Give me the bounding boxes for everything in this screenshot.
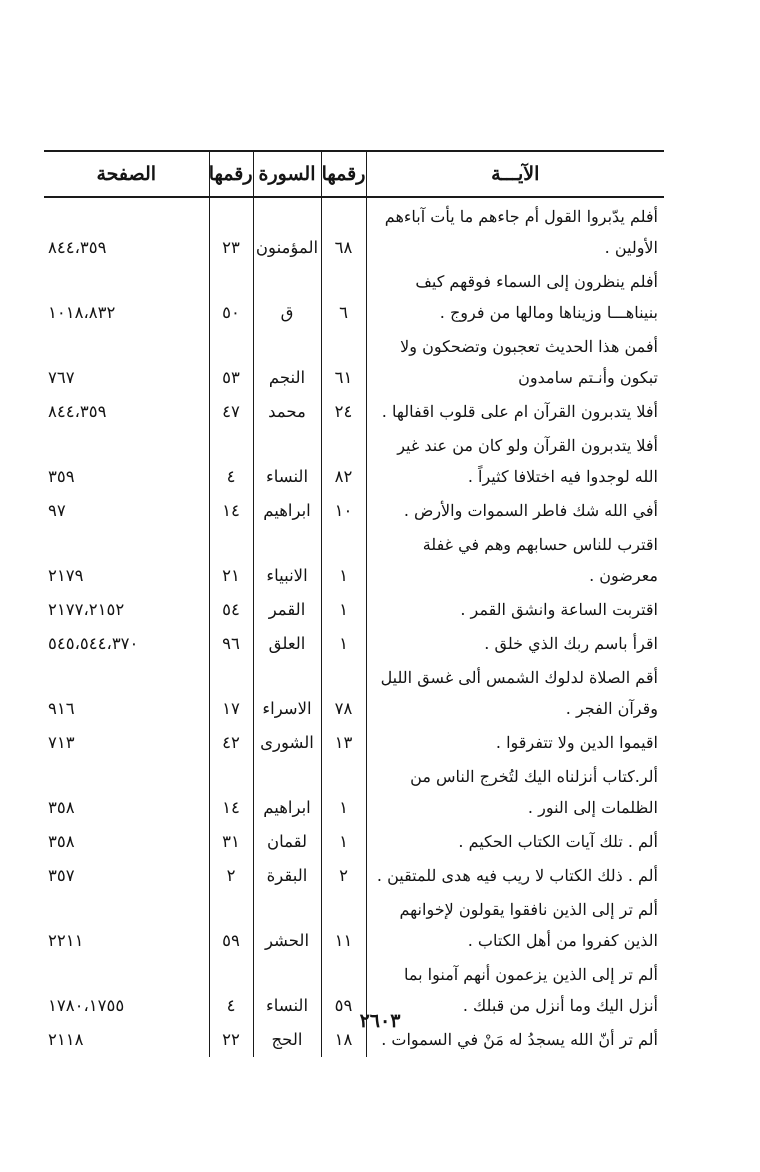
verse-text: أقم الصلاة لدلوك الشمس ألى غسق الليل وقرآن الفجر . <box>366 659 664 724</box>
header-surah: السورة <box>253 151 321 197</box>
verse-number: ١ <box>321 625 366 659</box>
table-body <box>44 197 664 1057</box>
verse-index-table <box>44 150 664 1057</box>
surah-name: الشورى <box>253 724 321 758</box>
surah-number: ٢٣ <box>209 197 253 263</box>
surah-name: ابراهيم <box>253 758 321 823</box>
verse-number: ١٣ <box>321 724 366 758</box>
verse-text: ألم تر إلى الذين يزعمون أنهم آمنوا بما أنزل اليك وما أنزل من قبلك . <box>366 956 664 1021</box>
table-row <box>44 625 664 659</box>
header-verse: الآيـــة <box>366 151 664 197</box>
page-references: ٣٥٨ <box>48 798 75 817</box>
surah-number: ٤ <box>209 427 253 492</box>
page-references: ٩١٦ <box>48 699 75 718</box>
surah-number: ٢١ <box>209 526 253 591</box>
table-row <box>44 659 664 724</box>
table-row <box>44 591 664 625</box>
page-references: ٢١٧٧،٢١٥٢ <box>48 600 125 619</box>
verse-number: ١ <box>321 823 366 857</box>
surah-number: ٥٤ <box>209 591 253 625</box>
surah-number: ٤٧ <box>209 393 253 427</box>
table-row <box>44 823 664 857</box>
page-references: ٨٤٤،٣٥٩ <box>48 402 107 421</box>
surah-name: الاسراء <box>253 659 321 724</box>
verse-number: ١ <box>321 526 366 591</box>
table-header <box>44 151 664 197</box>
surah-name: الحشر <box>253 891 321 956</box>
surah-number: ٢ <box>209 857 253 891</box>
surah-name: المؤمنون <box>253 197 321 263</box>
table-row <box>44 492 664 526</box>
page-references: ٣٥٩ <box>48 467 75 486</box>
table-row <box>44 197 664 263</box>
verse-number: ٧٨ <box>321 659 366 724</box>
verse-number: ٨٢ <box>321 427 366 492</box>
header-verse-number: رقمها <box>321 151 366 197</box>
surah-number: ١٤ <box>209 492 253 526</box>
verse-number: ١ <box>321 758 366 823</box>
surah-number: ٥٩ <box>209 891 253 956</box>
verse-text: أفلا يتدبرون القرآن ام على قلوب اقفالها . <box>366 393 664 427</box>
header-surah-number: رقمها <box>209 151 253 197</box>
table-row <box>44 758 664 823</box>
verse-text: أفلم يدّبروا القول أم جاءهم ما يأت آباءهم الأولين . <box>366 197 664 263</box>
verse-text: ألم تر إلى الذين نافقوا يقولون لإخوانهم الذين كفروا من أهل الكتاب . <box>366 891 664 956</box>
verse-text: اقتربت الساعة وانشق القمر . <box>366 591 664 625</box>
page-number: ٢٦٠٣ <box>359 1010 401 1032</box>
page-references: ٨٤٤،٣٥٩ <box>48 238 107 257</box>
table-row <box>44 526 664 591</box>
verse-text: ألم تر أنّ الله يسجدُ له مَنْ في السموات . <box>366 1021 664 1057</box>
page-references: ٢٢١١ <box>48 931 84 950</box>
verse-number: ٦٨ <box>321 197 366 263</box>
page-references: ٧١٣ <box>48 733 75 752</box>
page-references: ١٧٨٠،١٧٥٥ <box>48 996 125 1015</box>
table-row <box>44 263 664 328</box>
verse-number: ٢٤ <box>321 393 366 427</box>
verse-number: ١١ <box>321 891 366 956</box>
surah-number: ١٧ <box>209 659 253 724</box>
surah-number: ٢٢ <box>209 1021 253 1057</box>
surah-number: ٥٠ <box>209 263 253 328</box>
table-row <box>44 393 664 427</box>
surah-name: النساء <box>253 427 321 492</box>
surah-name: البقرة <box>253 857 321 891</box>
verse-text: أفلم ينظرون إلى السماء فوقهم كيف بنيناهـــا وزيناها ومالها من فروج . <box>366 263 664 328</box>
surah-number: ٥٣ <box>209 328 253 393</box>
verse-number: ١٠ <box>321 492 366 526</box>
surah-number: ٩٦ <box>209 625 253 659</box>
surah-number: ٤ <box>209 956 253 1021</box>
verse-number: ١ <box>321 591 366 625</box>
table-row <box>44 891 664 956</box>
verse-number: ٦ <box>321 263 366 328</box>
verse-text: اقيموا الدين ولا تتفرقوا . <box>366 724 664 758</box>
surah-name: الحج <box>253 1021 321 1057</box>
verse-text: اقرأ باسم ربك الذي خلق . <box>366 625 664 659</box>
page-references: ٢١١٨ <box>48 1030 84 1049</box>
page-references: ١٠١٨،٨٣٢ <box>48 303 116 322</box>
surah-name: النجم <box>253 328 321 393</box>
surah-name: محمد <box>253 393 321 427</box>
surah-name: الانبياء <box>253 526 321 591</box>
verse-number: ٢ <box>321 857 366 891</box>
verse-text: ألر.كتاب أنزلناه اليك لتُخرج الناس من الظلمات إلى النور . <box>366 758 664 823</box>
surah-name: ق <box>253 263 321 328</box>
table-row <box>44 328 664 393</box>
verse-number: ٦١ <box>321 328 366 393</box>
surah-name: القمر <box>253 591 321 625</box>
verse-text: اقترب للناس حسابهم وهم في غفلة معرضون . <box>366 526 664 591</box>
page-references: ٣٥٧ <box>48 866 75 885</box>
table-row <box>44 857 664 891</box>
page-references: ٩٧ <box>48 501 66 520</box>
verse-text: أفلا يتدبرون القرآن ولو كان من عند غير الله لوجدوا فيه اختلافا كثيراً . <box>366 427 664 492</box>
header-page: الصفحة <box>44 151 209 197</box>
verse-text: أفي الله شك فاطر السموات والأرض . <box>366 492 664 526</box>
surah-name: لقمان <box>253 823 321 857</box>
verse-text: أفمن هذا الحديث تعجبون وتضحكون ولا تبكون وأنـتم سامدون <box>366 328 664 393</box>
surah-name: ابراهيم <box>253 492 321 526</box>
table-row <box>44 427 664 492</box>
page-references: ٧٦٧ <box>48 368 75 387</box>
surah-number: ١٤ <box>209 758 253 823</box>
surah-number: ٣١ <box>209 823 253 857</box>
table-row <box>44 724 664 758</box>
surah-number: ٤٢ <box>209 724 253 758</box>
surah-name: العلق <box>253 625 321 659</box>
surah-name: النساء <box>253 956 321 1021</box>
page-references: ٢١٧٩ <box>48 566 84 585</box>
page-references: ٣٥٨ <box>48 832 75 851</box>
verse-number: ٥٩ <box>321 956 366 1021</box>
verse-text: ألم . تلك آيات الكتاب الحكيم . <box>366 823 664 857</box>
verse-number: ١٨ <box>321 1021 366 1057</box>
page-references: ٥٤٥،٥٤٤،٣٧٠ <box>48 634 139 653</box>
verse-text: ألم . ذلك الكتاب لا ريب فيه هدى للمتقين . <box>366 857 664 891</box>
